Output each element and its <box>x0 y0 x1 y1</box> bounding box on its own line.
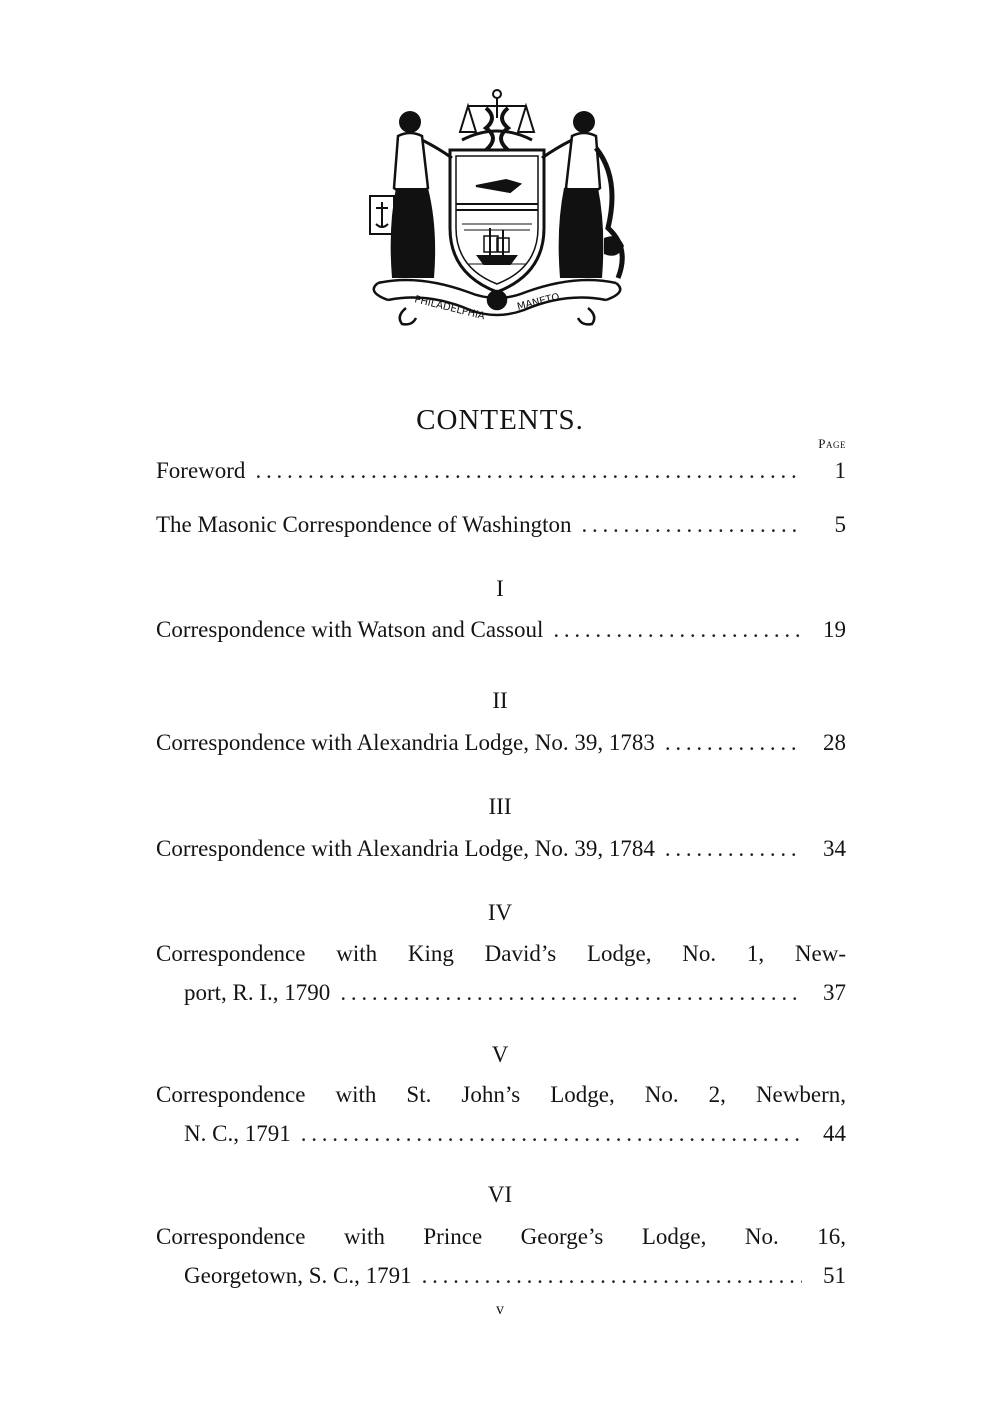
toc-entry-alexandria-1783[interactable] <box>156 726 846 760</box>
toc-entry-continuation: N. C., 1791 <box>184 1121 291 1146</box>
section-numeral: V <box>491 1042 509 1067</box>
svg-text:PHILADELPHIA: PHILADELPHIA <box>413 294 486 323</box>
dot-leader <box>665 832 802 866</box>
toc-entry-foreword[interactable] <box>156 454 846 488</box>
dot-leader <box>301 1117 802 1151</box>
toc-entry-page: 34 <box>823 836 846 861</box>
page-title: CONTENTS. <box>416 404 584 436</box>
section-numeral: IV <box>487 900 513 925</box>
toc-entry-king-david[interactable] <box>184 976 846 1010</box>
toc-entry-page: 37 <box>823 980 846 1005</box>
toc-entry-prince-george[interactable] <box>184 1259 846 1293</box>
section-numeral: I <box>496 576 504 601</box>
section-numeral: II <box>492 688 508 713</box>
page-number: v <box>496 1301 504 1318</box>
svg-text:MANETO: MANETO <box>516 291 561 313</box>
toc-entry-page: 28 <box>823 730 846 755</box>
toc-entry-page: 19 <box>823 617 846 642</box>
toc-entry-title: Correspondence with Alexandria Lodge, No. 39, 1783 <box>156 730 655 755</box>
dot-leader <box>581 508 802 542</box>
toc-entry-continuation: Georgetown, S. C., 1791 <box>184 1263 412 1288</box>
toc-entry-title[interactable]: Correspondence with Prince George’s Lodge, No. 16, <box>156 1224 846 1249</box>
section-numeral: III <box>488 794 512 819</box>
toc-entry-watson-cassoul[interactable] <box>156 613 846 647</box>
toc-entry-page: 44 <box>823 1121 846 1146</box>
toc-entry-title[interactable]: Correspondence with King David’s Lodge, No. 1, New- <box>156 941 846 966</box>
toc-entry-title: Correspondence with Alexandria Lodge, No. 39, 1784 <box>156 836 655 861</box>
toc-entry-title: Foreword <box>156 458 246 483</box>
toc-entry-alexandria-1784[interactable] <box>156 832 846 866</box>
dot-leader <box>340 976 802 1010</box>
page-column-label: Page <box>818 436 846 451</box>
toc-entry-page: 5 <box>834 512 846 537</box>
dot-leader <box>553 613 802 647</box>
dot-leader <box>422 1259 802 1293</box>
section-numeral: VI <box>487 1182 513 1207</box>
dot-leader <box>665 726 802 760</box>
toc-entry-title: The Masonic Correspondence of Washington <box>156 512 572 537</box>
toc-entry-page: 51 <box>823 1263 846 1288</box>
dot-leader <box>255 454 802 488</box>
philadelphia-coat-of-arms-icon <box>358 78 636 328</box>
toc-entry-continuation: port, R. I., 1790 <box>184 980 331 1005</box>
toc-entry-title: Correspondence with Watson and Cassoul <box>156 617 544 642</box>
toc-entry-masonic-correspondence[interactable] <box>156 508 846 542</box>
toc-entry-title[interactable]: Correspondence with St. John’s Lodge, No. 2, Newbern, <box>156 1082 846 1107</box>
toc-entry-st-john[interactable] <box>184 1117 846 1151</box>
toc-entry-page: 1 <box>834 458 846 483</box>
